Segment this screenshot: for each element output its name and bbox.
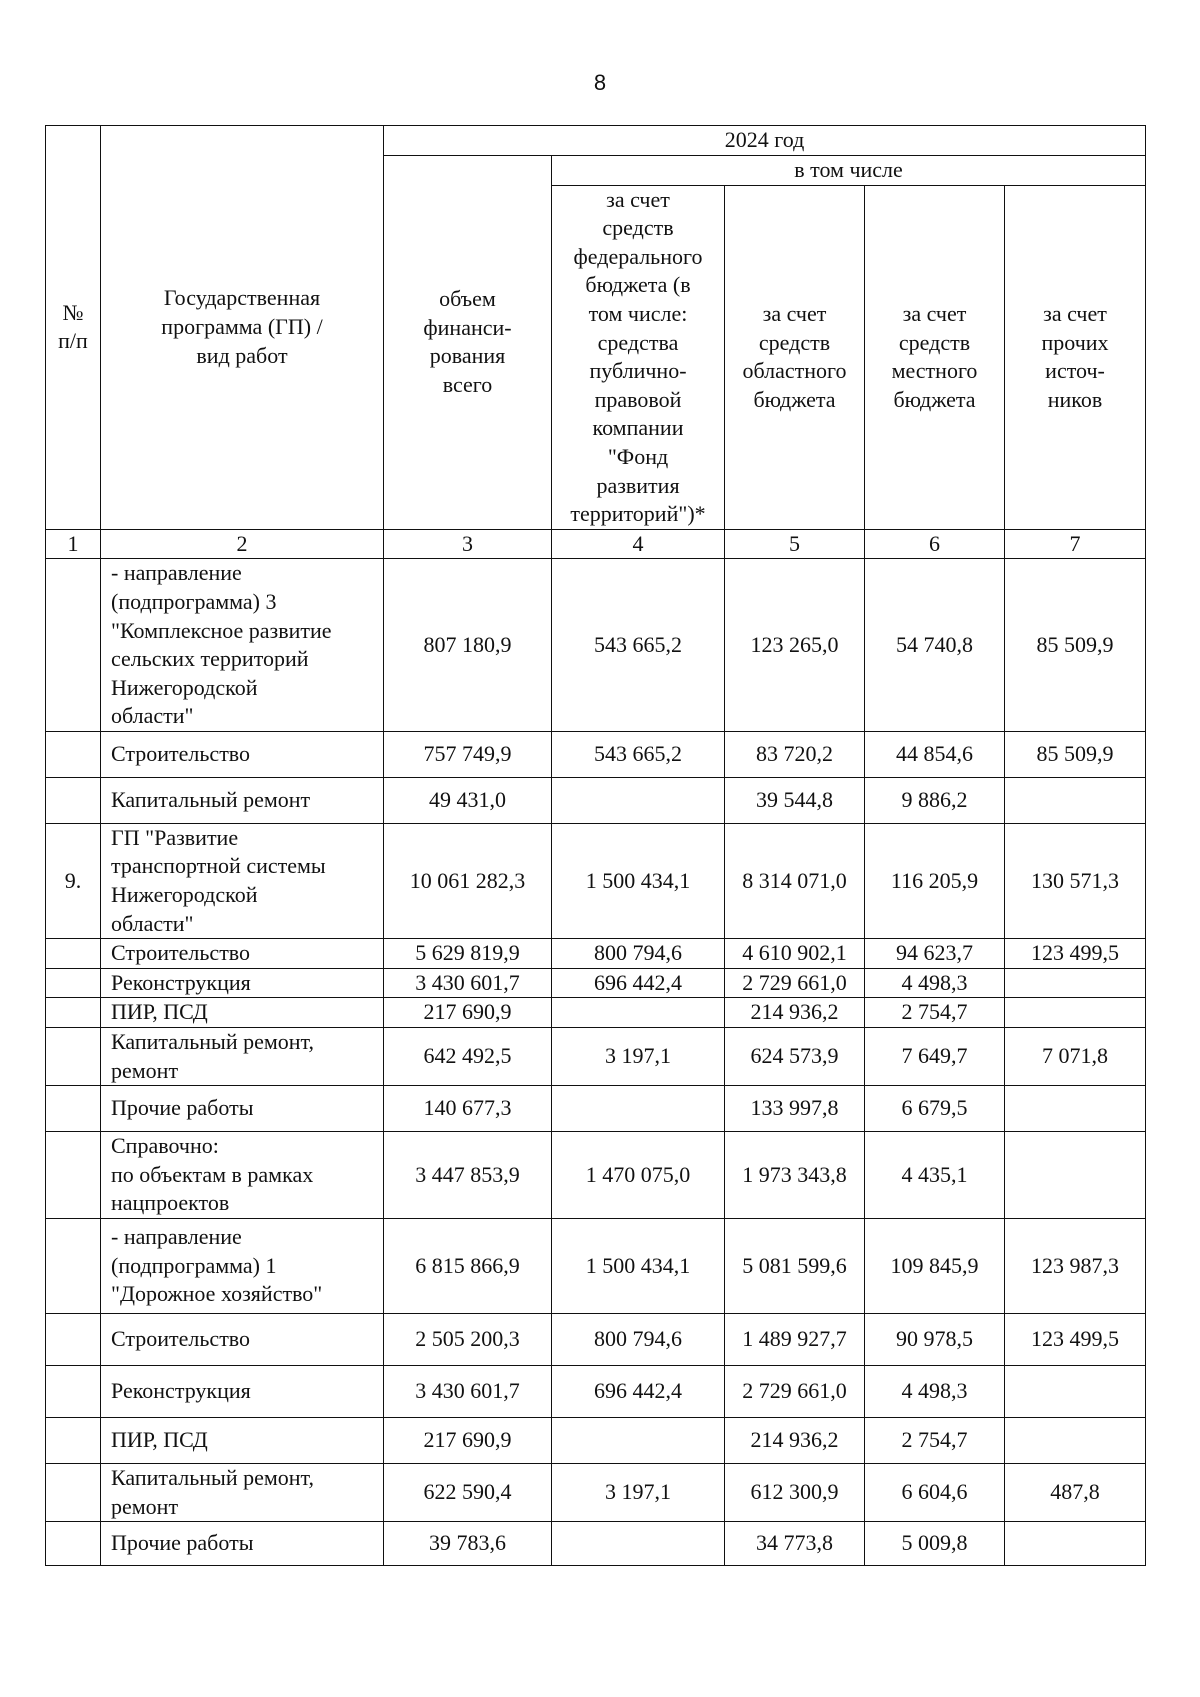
cell-federal	[552, 1418, 725, 1464]
cell-total: 39 783,6	[384, 1522, 552, 1566]
cell-federal: 696 442,4	[552, 968, 725, 998]
table-row	[46, 1086, 1146, 1132]
cell-other: 123 987,3	[1005, 1219, 1146, 1314]
cell-other: 123 499,5	[1005, 939, 1146, 969]
cell-other: 7 071,8	[1005, 1028, 1146, 1086]
cell-total: 622 590,4	[384, 1464, 552, 1522]
cell-total: 49 431,0	[384, 777, 552, 823]
table-row	[46, 1522, 1146, 1566]
cell-federal: 3 197,1	[552, 1464, 725, 1522]
row-name: ГП "Развитие транспортной системы Нижегородской области"	[101, 823, 384, 938]
header-number: № п/п	[46, 126, 101, 530]
cell-regional: 2 729 661,0	[725, 1366, 865, 1418]
cell-total: 807 180,9	[384, 559, 552, 732]
cell-regional: 2 729 661,0	[725, 968, 865, 998]
row-name: Капитальный ремонт, ремонт	[101, 1028, 384, 1086]
table-row	[46, 968, 1146, 998]
cell-total: 3 430 601,7	[384, 1366, 552, 1418]
cell-local: 4 498,3	[865, 968, 1005, 998]
cell-federal: 696 442,4	[552, 1366, 725, 1418]
cell-regional: 34 773,8	[725, 1522, 865, 1566]
row-number	[46, 1522, 101, 1566]
table-row	[46, 1314, 1146, 1366]
cell-local: 2 754,7	[865, 1418, 1005, 1464]
row-name: Капитальный ремонт, ремонт	[101, 1464, 384, 1522]
cell-federal: 800 794,6	[552, 1314, 725, 1366]
row-number	[46, 1028, 101, 1086]
cell-regional: 214 936,2	[725, 998, 865, 1028]
cell-other	[1005, 1086, 1146, 1132]
cell-total: 140 677,3	[384, 1086, 552, 1132]
cell-total: 2 505 200,3	[384, 1314, 552, 1366]
table-row	[46, 939, 1146, 969]
row-name: ПИР, ПСД	[101, 998, 384, 1028]
cell-other: 85 509,9	[1005, 559, 1146, 732]
row-number	[46, 1314, 101, 1366]
cell-other: 130 571,3	[1005, 823, 1146, 938]
column-number: 6	[865, 529, 1005, 559]
table-row	[46, 777, 1146, 823]
cell-regional: 612 300,9	[725, 1464, 865, 1522]
row-number	[46, 1132, 101, 1219]
cell-other	[1005, 777, 1146, 823]
cell-local: 94 623,7	[865, 939, 1005, 969]
column-number: 2	[101, 529, 384, 559]
column-number: 1	[46, 529, 101, 559]
cell-federal: 1 500 434,1	[552, 1219, 725, 1314]
cell-local: 6 604,6	[865, 1464, 1005, 1522]
row-name: Реконструкция	[101, 1366, 384, 1418]
row-number	[46, 559, 101, 732]
cell-regional: 624 573,9	[725, 1028, 865, 1086]
cell-federal	[552, 1522, 725, 1566]
row-name: - направление (подпрограмма) 3 "Комплексное развитие сельских территорий Нижегородской области"	[101, 559, 384, 732]
cell-federal: 800 794,6	[552, 939, 725, 969]
table-row	[46, 1219, 1146, 1314]
row-name: Строительство	[101, 731, 384, 777]
cell-total: 642 492,5	[384, 1028, 552, 1086]
cell-federal: 543 665,2	[552, 731, 725, 777]
cell-total: 217 690,9	[384, 998, 552, 1028]
cell-federal	[552, 998, 725, 1028]
cell-other	[1005, 968, 1146, 998]
cell-regional: 1 973 343,8	[725, 1132, 865, 1219]
cell-local: 6 679,5	[865, 1086, 1005, 1132]
row-number	[46, 731, 101, 777]
column-number: 7	[1005, 529, 1146, 559]
cell-regional: 8 314 071,0	[725, 823, 865, 938]
cell-regional: 5 081 599,6	[725, 1219, 865, 1314]
cell-other	[1005, 998, 1146, 1028]
header-other: за счет прочих источ- ников	[1005, 185, 1146, 529]
cell-regional: 133 997,8	[725, 1086, 865, 1132]
row-number	[46, 1219, 101, 1314]
cell-other	[1005, 1418, 1146, 1464]
cell-other	[1005, 1522, 1146, 1566]
header-regional: за счет средств областного бюджета	[725, 185, 865, 529]
cell-local: 109 845,9	[865, 1219, 1005, 1314]
cell-local: 9 886,2	[865, 777, 1005, 823]
page-number: 8	[593, 70, 607, 95]
cell-federal	[552, 777, 725, 823]
cell-local: 4 435,1	[865, 1132, 1005, 1219]
row-number	[46, 998, 101, 1028]
table-row	[46, 1028, 1146, 1086]
cell-total: 3 430 601,7	[384, 968, 552, 998]
table-row	[46, 559, 1146, 732]
table-row	[46, 998, 1146, 1028]
cell-federal: 3 197,1	[552, 1028, 725, 1086]
cell-federal: 1 500 434,1	[552, 823, 725, 938]
table-row	[46, 1366, 1146, 1418]
row-name: Капитальный ремонт	[101, 777, 384, 823]
cell-local: 44 854,6	[865, 731, 1005, 777]
cell-local: 90 978,5	[865, 1314, 1005, 1366]
cell-regional: 4 610 902,1	[725, 939, 865, 969]
cell-regional: 39 544,8	[725, 777, 865, 823]
row-number	[46, 1086, 101, 1132]
cell-other: 487,8	[1005, 1464, 1146, 1522]
cell-total: 757 749,9	[384, 731, 552, 777]
cell-local: 2 754,7	[865, 998, 1005, 1028]
row-number	[46, 1366, 101, 1418]
row-number	[46, 1418, 101, 1464]
cell-local: 4 498,3	[865, 1366, 1005, 1418]
row-name: Строительство	[101, 939, 384, 969]
header-program: Государственная программа (ГП) / вид работ	[101, 126, 384, 530]
row-name: Строительство	[101, 1314, 384, 1366]
row-number	[46, 968, 101, 998]
column-number: 4	[552, 529, 725, 559]
cell-federal: 1 470 075,0	[552, 1132, 725, 1219]
row-name: - направление (подпрограмма) 1 "Дорожное хозяйство"	[101, 1219, 384, 1314]
header-local: за счет средств местного бюджета	[865, 185, 1005, 529]
cell-local: 54 740,8	[865, 559, 1005, 732]
cell-regional: 1 489 927,7	[725, 1314, 865, 1366]
table-row	[46, 823, 1146, 938]
header-including: в том числе	[552, 156, 1146, 186]
cell-total: 217 690,9	[384, 1418, 552, 1464]
cell-local: 116 205,9	[865, 823, 1005, 938]
row-name: Справочно: по объектам в рамках нацпроектов	[101, 1132, 384, 1219]
cell-total: 3 447 853,9	[384, 1132, 552, 1219]
financing-table	[45, 125, 1146, 1566]
cell-other	[1005, 1132, 1146, 1219]
row-name: Прочие работы	[101, 1522, 384, 1566]
header-year: 2024 год	[384, 126, 1146, 156]
table-row	[46, 1464, 1146, 1522]
cell-other	[1005, 1366, 1146, 1418]
column-number: 3	[384, 529, 552, 559]
table-row	[46, 731, 1146, 777]
header-total: объем финанси- рования всего	[384, 156, 552, 530]
cell-total: 5 629 819,9	[384, 939, 552, 969]
header-federal: за счет средств федерального бюджета (в том числе: средства публично- правовой компании "Фонд развития территорий")*	[552, 185, 725, 529]
table-row	[46, 1132, 1146, 1219]
cell-regional: 83 720,2	[725, 731, 865, 777]
cell-local: 7 649,7	[865, 1028, 1005, 1086]
cell-regional: 214 936,2	[725, 1418, 865, 1464]
table-row	[46, 1418, 1146, 1464]
row-name: Реконструкция	[101, 968, 384, 998]
row-name: ПИР, ПСД	[101, 1418, 384, 1464]
column-number: 5	[725, 529, 865, 559]
row-number: 9.	[46, 823, 101, 938]
cell-other: 123 499,5	[1005, 1314, 1146, 1366]
cell-federal	[552, 1086, 725, 1132]
column-number-row	[46, 529, 1146, 559]
row-number	[46, 939, 101, 969]
cell-regional: 123 265,0	[725, 559, 865, 732]
cell-total: 10 061 282,3	[384, 823, 552, 938]
row-number	[46, 777, 101, 823]
cell-local: 5 009,8	[865, 1522, 1005, 1566]
row-name: Прочие работы	[101, 1086, 384, 1132]
cell-federal: 543 665,2	[552, 559, 725, 732]
cell-total: 6 815 866,9	[384, 1219, 552, 1314]
cell-other: 85 509,9	[1005, 731, 1146, 777]
row-number	[46, 1464, 101, 1522]
